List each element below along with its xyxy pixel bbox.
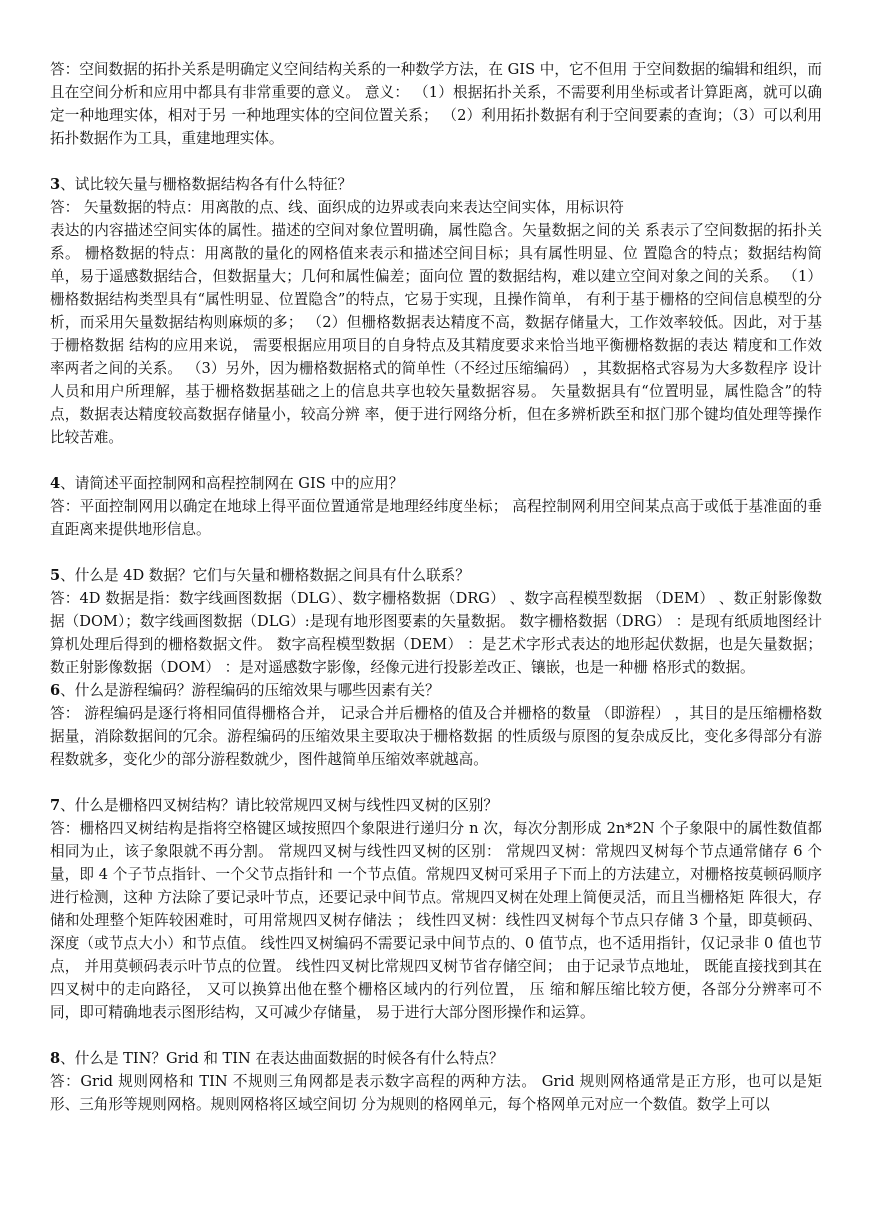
question-text: 、什么是栅格四叉树结构？请比较常规四叉树与线性四叉树的区别？: [60, 797, 498, 814]
question-number: 7: [50, 797, 61, 814]
answer-7: 答：栅格四叉树结构是指将空格键区域按照四个象限进行递归分 n 次，每次分割形成 2n*2N 个子象限中的属性数值都相同为止，该子象限就不再分割。 常规四叉树与线性四叉树的区别： 常规四叉树：常规四叉树每个节点通常储存 6 个量，即 4 个子节点指针、一个父节点指针和 一个节点值。常规四叉树可采用子下而上的方法建立，对栅格按莫顿码顺序进行检测，这种 方法除了要记录叶节点，还要记录中间节点。常规四叉树在处理上简便灵活，而且当栅格矩 阵很大，存储和处理整个矩阵较困难时，可用常规四叉树存储法 ； 线性四叉树：线性四叉树每个节点只存储 3 个量，即莫顿码、深度（或节点大小）和节点值。 线性四叉树编码不需要记录中间节点的、0 值节点，也不适用指针，仅记录非 0 值也节点， 并用莫顿码表示叶节点的位置。 线性四叉树比常规四叉树节省存储空间； 由于记录节点地址， 既能直接找到其在四叉树中的走向路径， 又可以换算出他在整个栅格区域内的行列位置， 压 缩和解压缩比较方便，各部分分辨率可不同，即可精确地表示图形结构，又可减少存储量， 易于进行大部分图形操作和运算。: [50, 820, 822, 1021]
question-text: 、什么是 4D 数据？它们与矢量和栅格数据之间具有什么联系？: [60, 567, 470, 584]
answer-5: 答：4D 数据是指：数字线画图数据（DLG）、数字栅格数据（DRG） 、数字高程模型数据 （DEM） 、数正射影像数据（DOM）；数字线画图数据（DLG）:是现有地形图要素的矢量数据。 数字栅格数据（DRG） ：是现有纸质地图经计算机处理后得到的栅格数据文件。 数字高程模型数据（DEM） ：是艺术字形式表达的地形起伏数据，也是矢量数据； 数正射影像数据（DOM） ：是对遥感数字影像，经像元进行投影差改正、镶嵌，也是一种栅 格形式的数据。: [50, 590, 822, 676]
answer-2: 答：空间数据的拓扑关系是明确定义空间结构关系的一种数学方法，在 GIS 中，它不但用 于空间数据的编辑和组织，而且在空间分析和应用中都具有非常重要的意义。 意义： （1）根据拓扑关系，不需要利用坐标或者计算距离，就可以确定一种地理实体，相对于另 一种地理实体的空间位置关系； （2）利用拓扑数据有利于空间要素的查询；（3）可以利用拓扑数据作为工具，重建地理实体。: [50, 61, 822, 147]
question-text: 、什么是 TIN？Grid 和 TIN 在表达曲面数据的时候各有什么特点？: [60, 1050, 504, 1067]
question-text: 、请简述平面控制网和高程控制网在 GIS 中的应用？: [60, 475, 404, 492]
spacer: [50, 771, 822, 794]
spacer: [50, 150, 822, 173]
question-number: 8: [50, 1050, 61, 1067]
question-number: 6: [50, 682, 61, 699]
spacer: [50, 541, 822, 564]
question-5: [50, 564, 822, 587]
question-3: [50, 173, 822, 196]
document-page: [50, 58, 822, 1116]
spacer: [50, 449, 822, 472]
question-number: 5: [50, 567, 61, 584]
answer-4: 答：平面控制网用以确定在地球上得平面位置通常是地理经纬度坐标； 高程控制网利用空间某点高于或低于基准面的垂直距离来提供地形信息。: [50, 498, 822, 538]
answer-3-body: 表达的内容描述空间实体的属性。描述的空间对象位置明确，属性隐含。矢量数据之间的关 系表示了空间数据的拓扑关系。 栅格数据的特点：用离散的量化的网格值来表示和描述空间目标；具有属性明显、位 置隐含的特点；数据结构简单，易于遥感数据结合，但数据量大；几何和属性偏差；面向位 置的数据结构，难以建立空间对象之间的关系。 （1）栅格数据结构类型具有“属性明显、位置隐含”的特点，它易于实现，且操作简单， 有利于基于栅格的空间信息模型的分析，而采用矢量数据结构则麻烦的多； （2）但栅格数据表达精度不高，数据存储量大，工作效率较低。因此，对于基于栅格数据 结构的应用来说， 需要根据应用项目的自身特点及其精度要求来恰当地平衡栅格数据的表达 精度和工作效率两者之间的关系。 （3）另外，因为栅格数据格式的简单性（不经过压缩编码） ，其数据格式容易为大多数程序 设计人员和用户所理解，基于栅格数据基础之上的信息共享也较矢量数据容易。 矢量数据具有“位置明显，属性隐含”的特点，数据表达精度较高数据存储量小，较高分辨 率，便于进行网络分析，但在多辨析跌至和抠门那个键均值处理等操作比较苦难。: [50, 222, 822, 446]
question-8: [50, 1047, 822, 1070]
question-6: [50, 679, 822, 702]
answer-8: 答：Grid 规则网格和 TIN 不规则三角网都是表示数字高程的两种方法。 Grid 规则网格通常是正方形，也可以是矩形、三角形等规则网格。规则网格将区域空间切 分为规则的格网单元，每个格网单元对应一个数值。数学上可以: [50, 1073, 822, 1113]
answer-6: 答： 游程编码是逐行将相同值得栅格合并， 记录合并后栅格的值及合并栅格的数量 （即游程） ，其目的是压缩栅格数据量，消除数据间的冗余。游程编码的压缩效果主要取决于栅格数据 的性质级与原图的复杂成反比，变化多得部分有游程数就多，变化少的部分游程数就少，图件越简单压缩效率就越高。: [50, 705, 822, 768]
question-text: 、试比较矢量与栅格数据结构各有什么特征？: [60, 176, 353, 193]
question-7: [50, 794, 822, 817]
answer-3-intro: 答： 矢量数据的特点：用离散的点、线、面织成的边界或表向来表达空间实体，用标识符: [50, 199, 624, 216]
question-text: 、什么是游程编码？游程编码的压缩效果与哪些因素有关？: [60, 682, 440, 699]
question-number: 3: [50, 176, 61, 193]
spacer: [50, 1024, 822, 1047]
question-number: 4: [50, 475, 61, 492]
question-4: [50, 472, 822, 495]
